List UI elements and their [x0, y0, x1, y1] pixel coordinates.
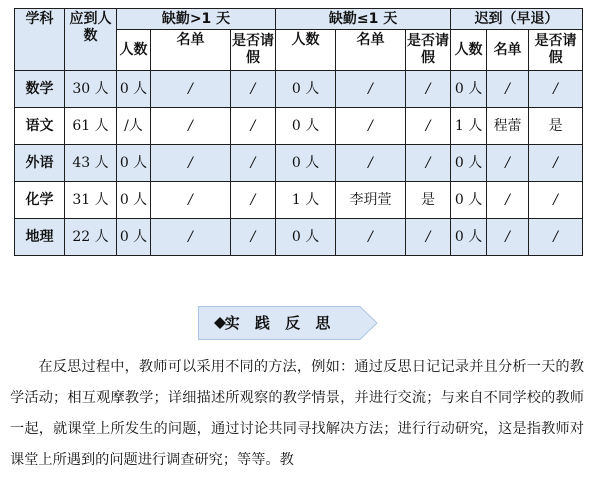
table-row [15, 219, 583, 256]
late-leave-cell: / [529, 71, 583, 108]
absent-short-count-cell: 0 人 [276, 71, 336, 108]
subheader-names: 名单 [336, 30, 406, 71]
subheader-names: 名单 [151, 30, 231, 71]
subheader-leave: 是否请假 [529, 30, 583, 71]
absent-long-count-cell: 0 人 [117, 182, 151, 219]
header-absent-within-1-day: 缺勤≤1 天 [276, 9, 451, 30]
table-row [15, 145, 583, 182]
absent-short-names-cell: / [336, 108, 406, 145]
subject-cell: 地理 [15, 219, 65, 256]
late-count-cell: 1 人 [451, 108, 487, 145]
late-leave-cell: / [529, 182, 583, 219]
late-count-cell: 0 人 [451, 145, 487, 182]
absent-short-leave-cell: / [406, 71, 451, 108]
subheader-leave: 是否请假 [231, 30, 276, 71]
late-leave-cell: 是 [529, 108, 583, 145]
absent-long-leave-cell: / [231, 108, 276, 145]
absent-short-names-cell: / [336, 71, 406, 108]
absent-long-names-cell: / [151, 145, 231, 182]
subheader-count: 人数 [276, 30, 336, 71]
expected-cell: 22 人 [65, 219, 117, 256]
late-names-cell: 程蕾 [487, 108, 529, 145]
absent-short-leave-cell: / [406, 108, 451, 145]
attendance-table [14, 8, 583, 256]
subheader-names: 名单 [487, 30, 529, 71]
absent-short-count-cell: 0 人 [276, 219, 336, 256]
absent-long-names-cell: / [151, 219, 231, 256]
late-names-cell: / [487, 182, 529, 219]
table-row [15, 71, 583, 108]
header-absent-over-1-day: 缺勤>1 天 [117, 9, 276, 30]
absent-long-count-cell: /人 [117, 108, 151, 145]
late-names-cell: / [487, 71, 529, 108]
expected-cell: 30 人 [65, 71, 117, 108]
section-title: 实 践 反 思 [224, 314, 336, 332]
header-late-early-leave: 迟到（早退） [451, 9, 583, 30]
body-paragraph: 在反思过程中，教师可以采用不同的方法，例如：通过反思日记记录并且分析一天的教学活动；相互观摩教学；详细描述所观察的教学情景，并进行交流；与来自不同学校的教师一起，就课堂上所发生的问题，通过讨论共同寻找解决方法；进行行动研究，这是指教师对课堂上所遇到的问题进行调查研究；等等。教 [10, 359, 584, 468]
absent-short-leave-cell: 是 [406, 182, 451, 219]
late-names-cell: / [487, 145, 529, 182]
subject-cell: 语文 [15, 108, 65, 145]
late-leave-cell: / [529, 219, 583, 256]
absent-short-names-cell: 李玥萱 [336, 182, 406, 219]
table-row [15, 108, 583, 145]
absent-long-leave-cell: / [231, 71, 276, 108]
absent-long-leave-cell: / [231, 182, 276, 219]
absent-long-leave-cell: / [231, 145, 276, 182]
absent-short-count-cell: 1 人 [276, 182, 336, 219]
absent-short-count-cell: 0 人 [276, 145, 336, 182]
absent-long-names-cell: / [151, 108, 231, 145]
subject-cell: 外语 [15, 145, 65, 182]
absent-long-count-cell: 0 人 [117, 145, 151, 182]
absent-short-leave-cell: / [406, 219, 451, 256]
absent-short-leave-cell: / [406, 145, 451, 182]
late-count-cell: 0 人 [451, 219, 487, 256]
late-leave-cell: / [529, 145, 583, 182]
header-subject: 学科 [15, 9, 65, 71]
absent-long-leave-cell: / [231, 219, 276, 256]
subheader-count: 人数 [117, 30, 151, 71]
absent-long-names-cell: / [151, 182, 231, 219]
table-row [15, 182, 583, 219]
subject-cell: 数学 [15, 71, 65, 108]
late-names-cell: / [487, 219, 529, 256]
absent-long-count-cell: 0 人 [117, 219, 151, 256]
header-expected-count: 应到人数 [65, 9, 117, 71]
absent-long-names-cell: / [151, 71, 231, 108]
subheader-leave: 是否请假 [406, 30, 451, 71]
subject-cell: 化学 [15, 182, 65, 219]
absent-long-count-cell: 0 人 [117, 71, 151, 108]
absent-short-names-cell: / [336, 219, 406, 256]
subheader-count: 人数 [451, 30, 487, 71]
absent-short-names-cell: / [336, 145, 406, 182]
expected-cell: 31 人 [65, 182, 117, 219]
late-count-cell: 0 人 [451, 182, 487, 219]
expected-cell: 43 人 [65, 145, 117, 182]
absent-short-count-cell: 0 人 [276, 108, 336, 145]
expected-cell: 61 人 [65, 108, 117, 145]
section-heading-badge [198, 306, 378, 340]
late-count-cell: 0 人 [451, 71, 487, 108]
